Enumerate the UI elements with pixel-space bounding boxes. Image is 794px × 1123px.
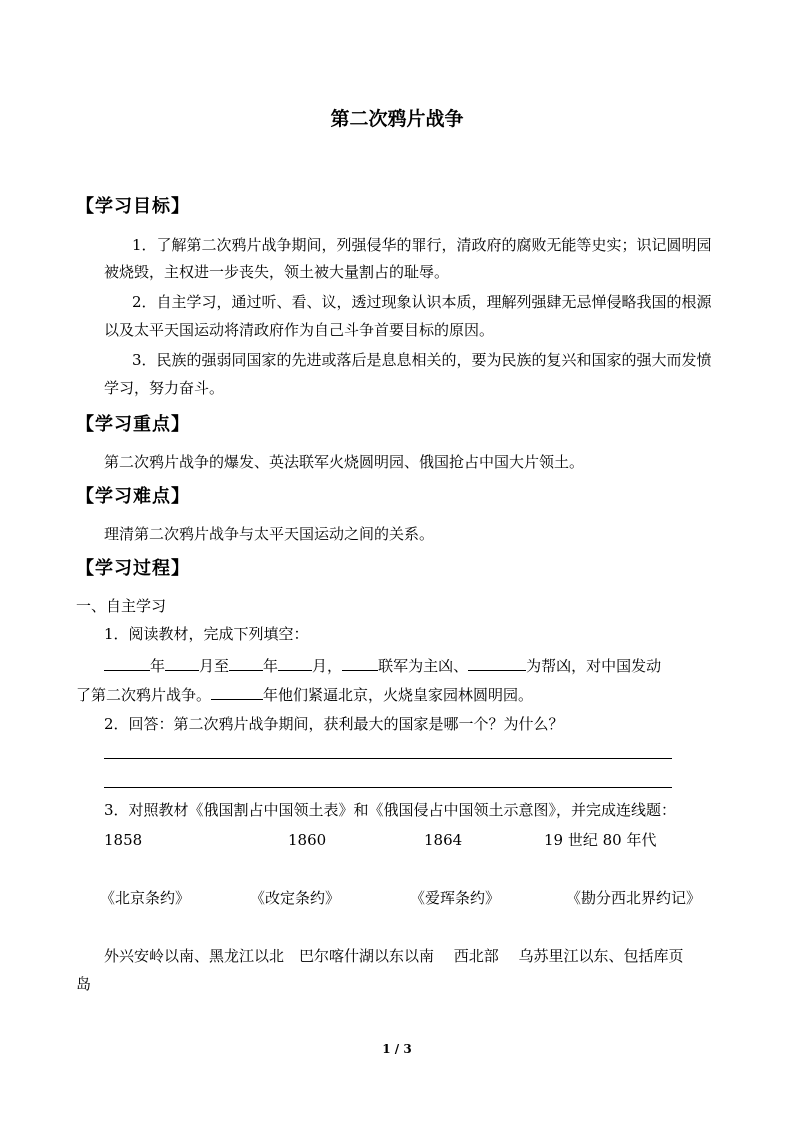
blank-year-beijing[interactable] [211, 683, 263, 700]
heading-objectives: 【学习目标】 [76, 196, 190, 217]
q1-label: 1．阅读教材，完成下列填空： [104, 625, 309, 643]
q1-frag: 年 [263, 657, 279, 675]
blank-year-end[interactable] [229, 654, 263, 671]
heading-process: 【学习过程】 [76, 558, 190, 579]
regions-line2: 岛 [76, 975, 92, 993]
treaty-beijing: 《北京条约》 [100, 889, 191, 907]
blank-accomplice[interactable] [468, 654, 526, 671]
heading-difficulty: 【学习难点】 [76, 486, 190, 507]
page-number: 1 / 3 [382, 1042, 412, 1056]
q1-frag: 年他们紧逼北京，火烧皇家园林圆明园。 [263, 686, 534, 704]
blank-month-end[interactable] [278, 654, 312, 671]
regions-line1: 外兴安岭以南、黑龙江以北 巴尔喀什湖以东以南 西北部 乌苏里江以东、包括库页 [104, 947, 684, 965]
q2-label: 2．回答：第二次鸦片战争期间，获利最大的国家是哪一个？为什么？ [104, 715, 564, 733]
q3-label: 3．对照教材《俄国割占中国领土表》和《俄国侵占中国领土示意图》，并完成连线题： [104, 801, 677, 819]
objective-3-line1: 3．民族的强弱同国家的先进或落后是息息相关的，要为民族的复兴和国家的强大而发愤 [132, 351, 712, 369]
q1-frag: 了第二次鸦片战争。 [76, 686, 212, 704]
answer-line-2[interactable] [104, 787, 672, 788]
blank-allies[interactable] [342, 654, 378, 671]
page-title: 第二次鸦片战争 [330, 108, 464, 130]
treaty-aihui: 《爱珲条约》 [410, 889, 501, 907]
answer-line-1[interactable] [104, 758, 672, 759]
year-1860: 1860 [288, 831, 327, 849]
year-1864: 1864 [424, 831, 463, 849]
year-1880s: 19 世纪 80 年代 [544, 831, 657, 849]
part1-label: 一、自主学习 [76, 597, 167, 615]
q1-frag: 月， [312, 657, 343, 675]
q1-frag: 联军为主凶、 [378, 657, 469, 675]
year-1858: 1858 [104, 831, 143, 849]
q1-fill-line1 [104, 654, 661, 676]
blank-year-start[interactable] [104, 654, 150, 671]
heading-key-points: 【学习重点】 [76, 414, 190, 435]
key-points-text: 第二次鸦片战争的爆发、英法联军火烧圆明园、俄国抢占中国大片领土。 [104, 453, 585, 471]
objective-1-line2: 被烧毁，主权进一步丧失，领土被大量割占的耻辱。 [104, 263, 450, 281]
objective-2-line2: 以及太平天国运动将清政府作为自己斗争首要目标的原因。 [104, 321, 495, 339]
q1-frag: 为帮凶，对中国发动 [526, 657, 662, 675]
objective-2-line1: 2．自主学习，通过听、看、议，透过现象认识本质，理解列强肆无忌惮侵略我国的根源 [132, 293, 712, 311]
treaty-northwest: 《勘分西北界约记》 [566, 889, 702, 907]
difficulty-text: 理清第二次鸦片战争与太平天国运动之间的关系。 [104, 525, 435, 543]
q1-fill-line2 [76, 683, 533, 705]
objective-1-line1: 1．了解第二次鸦片战争期间，列强侵华的罪行，清政府的腐败无能等史实；识记圆明园 [132, 236, 712, 254]
q1-frag: 年 [150, 657, 166, 675]
q1-frag: 月至 [199, 657, 230, 675]
treaty-revised: 《改定条约》 [250, 889, 341, 907]
blank-month-start[interactable] [165, 654, 199, 671]
objective-3-line2: 学习，努力奋斗。 [104, 379, 225, 397]
